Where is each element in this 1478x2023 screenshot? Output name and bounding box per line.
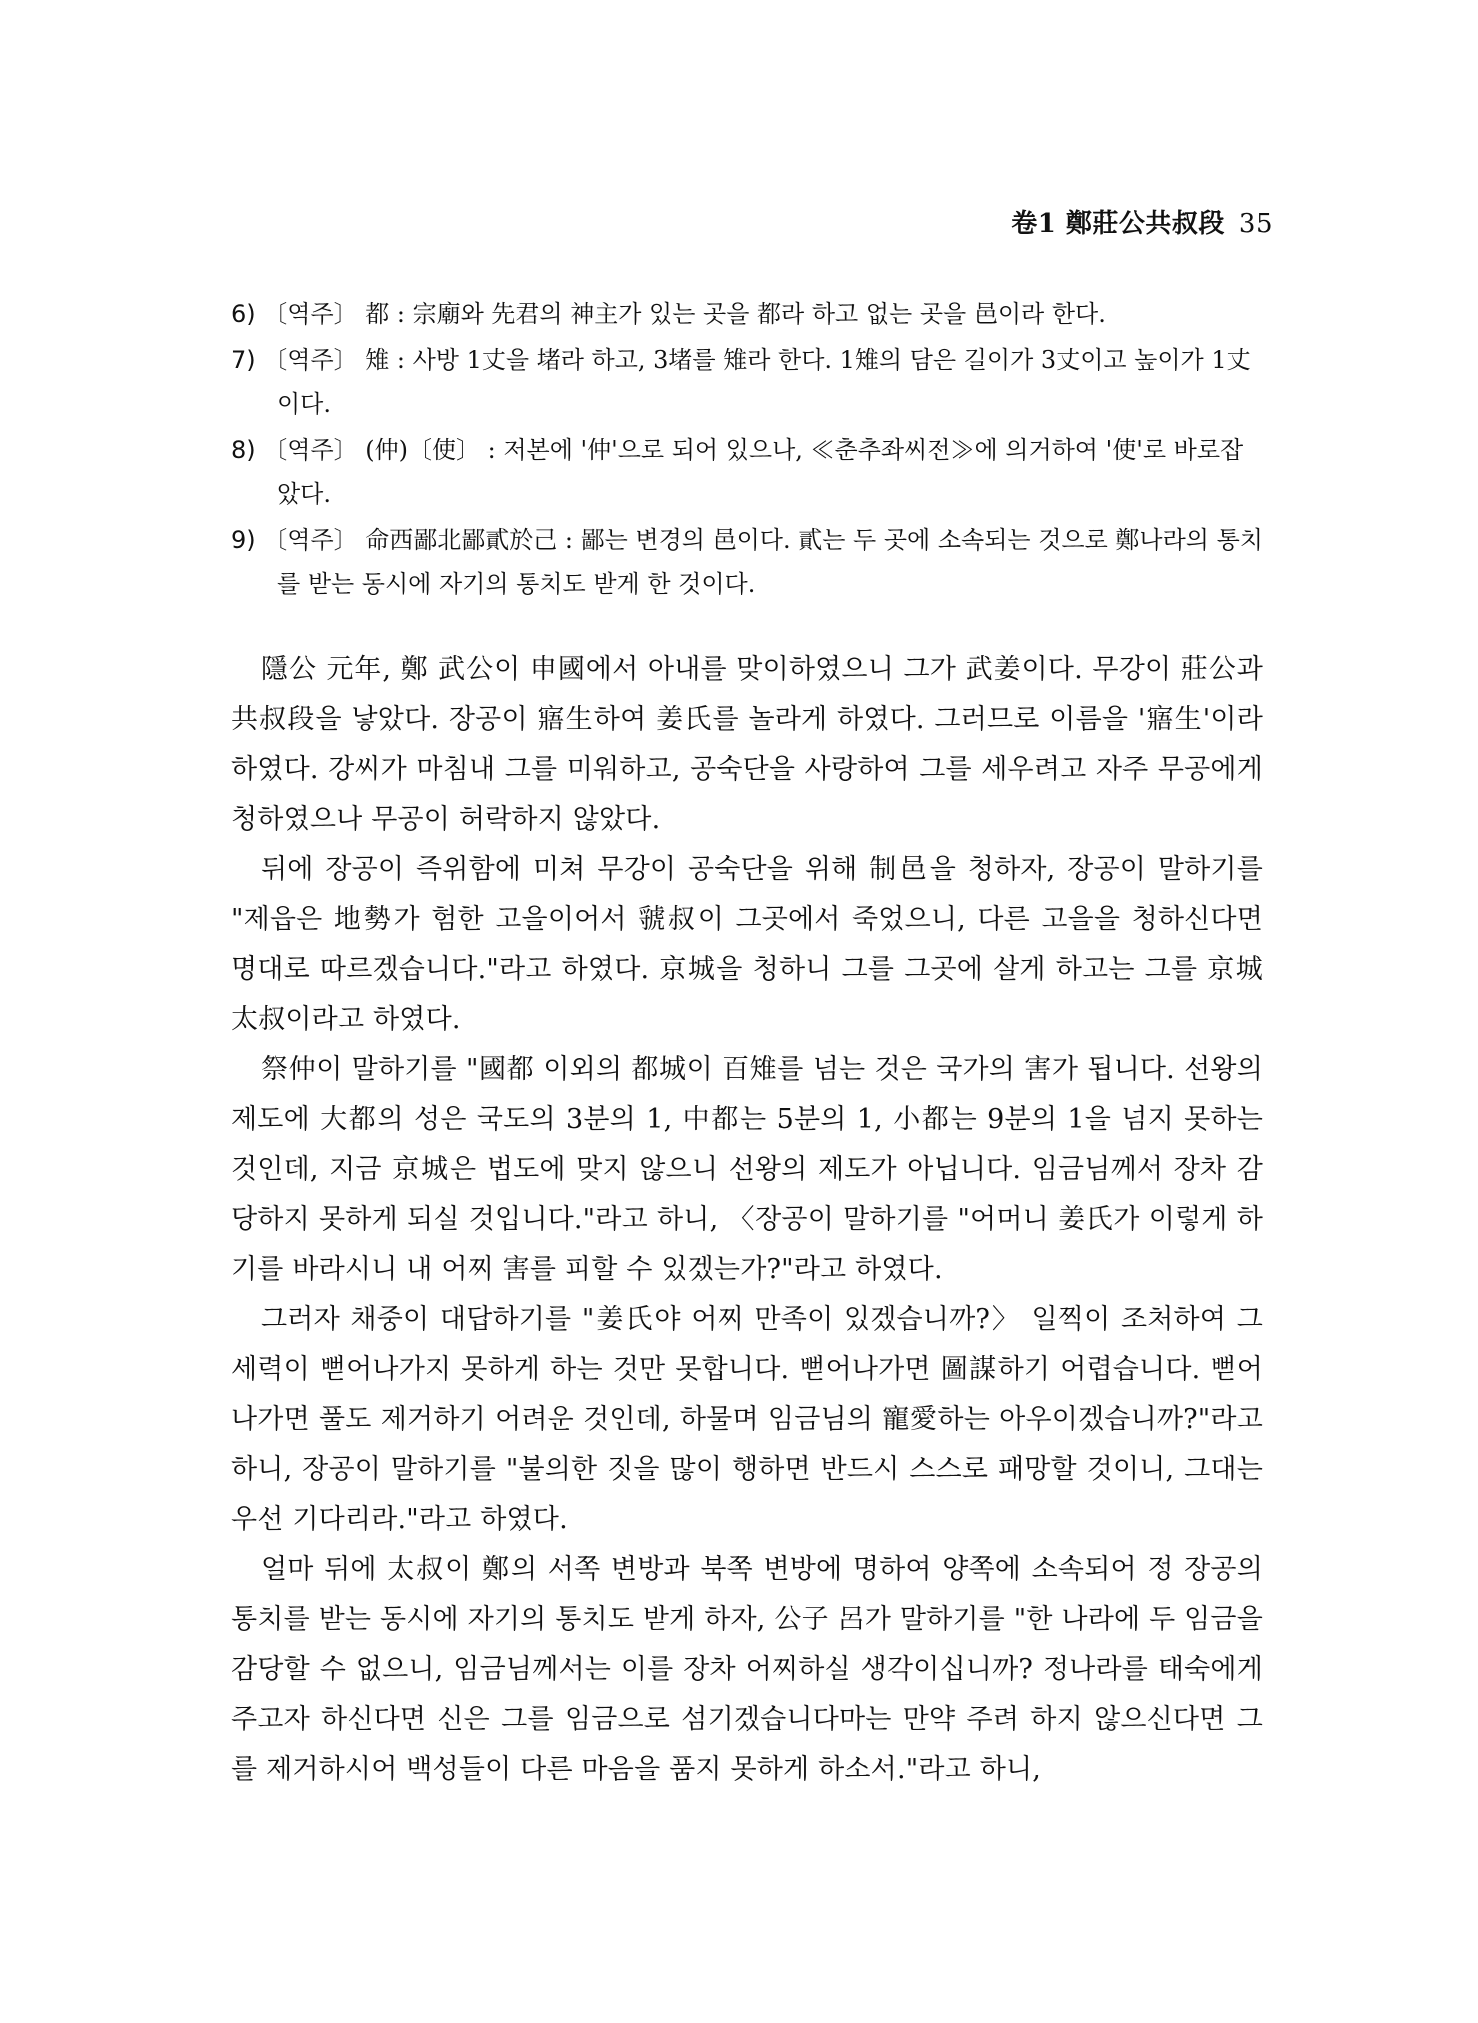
footnote-6 <box>231 292 1263 336</box>
footnote-8 <box>231 428 1263 516</box>
main-text <box>231 645 1263 1795</box>
footnote-text: 〔역주〕 都 : 宗廟와 先君의 神主가 있는 곳을 都라 하고 없는 곳을 邑이라 한다. <box>263 300 1106 328</box>
footnote-text: 〔역주〕 命西鄙北鄙貳於己 : 鄙는 변경의 邑이다. 貳는 두 곳에 소속되는 것으로 鄭나라의 통치를 받는 동시에 자기의 통치도 받게 한 것이다. <box>263 526 1263 598</box>
page-number: 35 <box>1238 209 1273 239</box>
running-header <box>1011 203 1273 240</box>
paragraph: 그러자 채중이 대답하기를 "姜氏야 어찌 만족이 있겠습니까?〉 일찍이 조처하여 그 세력이 뻗어나가지 못하게 하는 것만 못합니다. 뻗어나가면 圖謀하기 어렵습니다. 뻗어나가면 풀도 제거하기 어려운 것인데, 하물며 임금님의 寵愛하는 아우이겠습니까?"라고 하니, 장공이 말하기를 "불의한 짓을 많이 행하면 반드시 스스로 패망할 것이니, 그대는 우선 기다리라."라고 하였다. <box>231 1304 1263 1535</box>
paragraph: 얼마 뒤에 太叔이 鄭의 서쪽 변방과 북쪽 변방에 명하여 양쪽에 소속되어 정 장공의 통치를 받는 동시에 자기의 통치도 받게 하자, 公子 呂가 말하기를 "한 나라에 두 임금을 감당할 수 없으니, 임금님께서는 이를 장차 어찌하실 생각이십니까? 정나라를 태숙에게 주고자 하신다면 신은 그를 임금으로 섬기겠습니다마는 만약 주려 하지 않으신다면 그를 제거하시어 백성들이 다른 마음을 품지 못하게 하소서."라고 하니, <box>231 1554 1263 1785</box>
footnote-9 <box>231 518 1263 606</box>
footnote-number: 6) <box>231 300 256 328</box>
paragraph: 뒤에 장공이 즉위함에 미쳐 무강이 공숙단을 위해 制邑을 청하자, 장공이 말하기를 "제읍은 地勢가 험한 고을이어서 虢叔이 그곳에서 죽었으니, 다른 고을을 청하신다면 명대로 따르겠습니다."라고 하였다. 京城을 청하니 그를 그곳에 살게 하고는 그를 京城太叔이라고 하였다. <box>231 854 1263 1035</box>
footnote-7 <box>231 338 1263 426</box>
footnote-text: 〔역주〕 雉 : 사방 1丈을 堵라 하고, 3堵를 雉라 한다. 1雉의 담은 길이가 3丈이고 높이가 1丈이다. <box>263 346 1251 418</box>
footnote-number: 7) <box>231 346 256 374</box>
footnote-text: 〔역주〕 (仲)〔使〕 : 저본에 '仲'으로 되어 있으나, ≪춘추좌씨전≫에 의거하여 '使'로 바로잡았다. <box>263 436 1244 508</box>
footnotes <box>231 292 1263 608</box>
footnote-number: 8) <box>231 436 256 464</box>
footnote-number: 9) <box>231 526 256 554</box>
paragraph: 隱公 元年, 鄭 武公이 申國에서 아내를 맞이하였으니 그가 武姜이다. 무강이 莊公과 共叔段을 낳았다. 장공이 寤生하여 姜氏를 놀라게 하였다. 그러므로 이름을 '寤生'이라 하였다. 강씨가 마침내 그를 미워하고, 공숙단을 사랑하여 그를 세우려고 자주 무공에게 청하였으나 무공이 허락하지 않았다. <box>231 654 1263 835</box>
header-title: 卷1 鄭莊公共叔段 <box>1011 209 1225 239</box>
paragraph: 祭仲이 말하기를 "國都 이외의 都城이 百雉를 넘는 것은 국가의 害가 됩니다. 선왕의 제도에 大都의 성은 국도의 3분의 1, 中都는 5분의 1, 小都는 9분의 1을 넘지 못하는 것인데, 지금 京城은 법도에 맞지 않으니 선왕의 제도가 아닙니다. 임금님께서 장차 감당하지 못하게 되실 것입니다."라고 하니, 〈장공이 말하기를 "어머니 姜氏가 이렇게 하기를 바라시니 내 어찌 害를 피할 수 있겠는가?"라고 하였다. <box>231 1054 1263 1285</box>
